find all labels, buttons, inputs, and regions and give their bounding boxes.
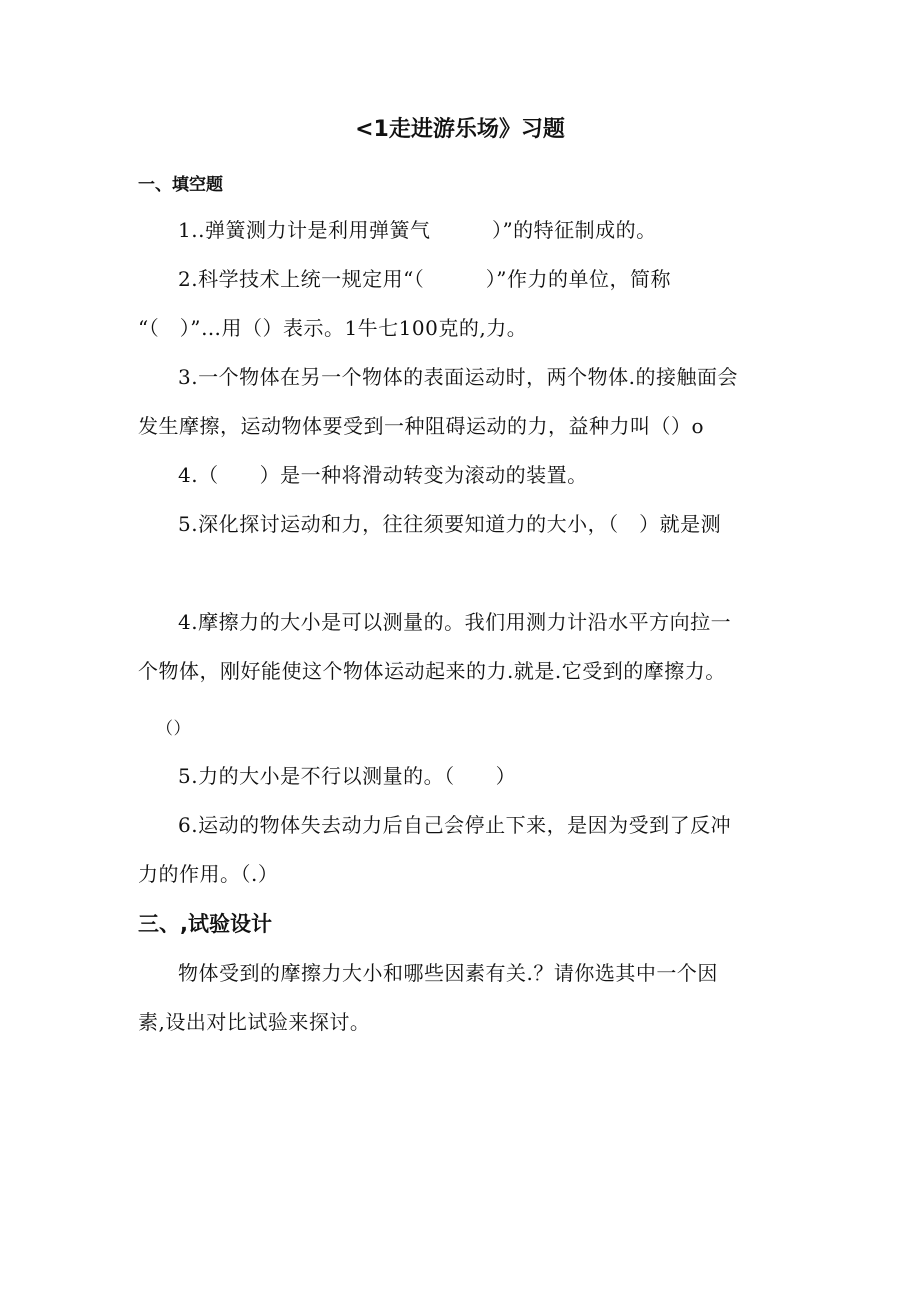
question-line: 3.一个物体在另一个物体的表面运动时，两个物体.的接触面会 xyxy=(178,365,738,389)
section-heading-experiment: 三、,试验设计 xyxy=(138,912,272,936)
question-line: 2.科学技术上统一规定用“（ ）”作力的单位，简称 xyxy=(178,267,672,291)
question-line: 物体受到的摩擦力大小和哪些因素有关.？请你选其中一个因 xyxy=(178,961,718,985)
question-line: 5.深化探讨运动和力，往往须要知道力的大小，（ ）就是测 xyxy=(178,512,722,536)
question-line: 个物体，刚好能使这个物体运动起来的力.就是.它受到的摩擦力。 xyxy=(138,659,726,683)
question-line: 发生摩擦，运动物体要受到一种阻碍运动的力，益种力叫（）o xyxy=(138,414,705,438)
question-line: 5.力的大小是不行以测量的。（ ） xyxy=(178,764,517,788)
page-title: <1走进游乐场》习题 xyxy=(355,117,565,142)
answer-parentheses: （） xyxy=(156,719,191,739)
question-line: 素,设出对比试验来探讨。 xyxy=(138,1010,371,1034)
question-line: 4.（ ）是一种将滑动转变为滚动的装置。 xyxy=(178,463,588,487)
question-line: “（ ）”…用（）表示。1牛七100克的,力。 xyxy=(138,316,528,340)
question-line: 4.摩擦力的大小是可以测量的。我们用测力计沿水平方向拉一 xyxy=(178,610,732,634)
section-heading-fill-blank: 一、填空题 xyxy=(138,175,223,195)
question-line: 1..弹簧测力计是利用弹簧气 ）”的特征制成的。 xyxy=(178,218,657,242)
question-line: 6.运动的物体失去动力后自己会停止下来，是因为受到了反冲 xyxy=(178,813,732,837)
question-line: 力的作用。（.） xyxy=(138,862,279,886)
